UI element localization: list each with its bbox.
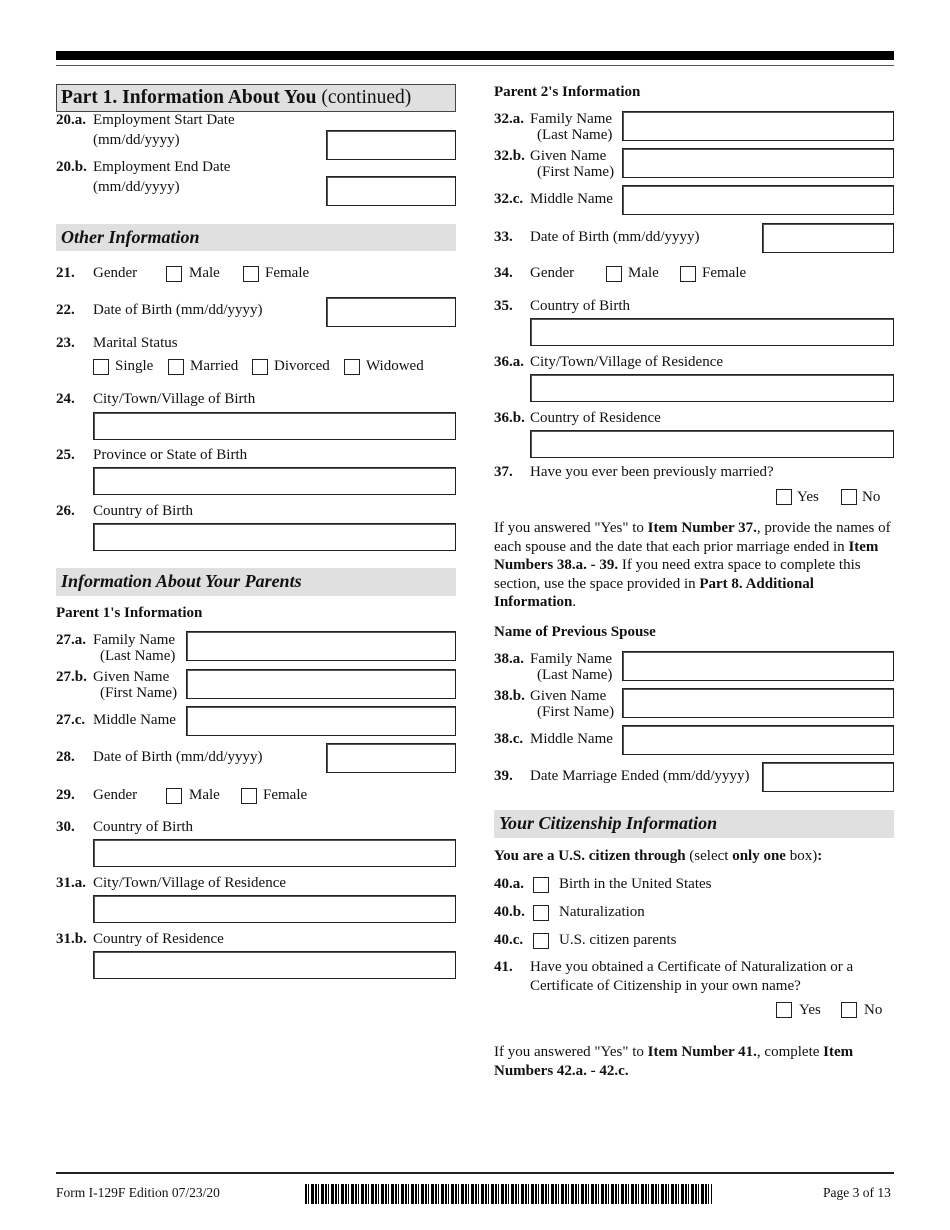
q38b-num: 38.b. (494, 688, 525, 704)
parent2-male-checkbox[interactable] (606, 266, 622, 282)
q25-num: 25. (56, 447, 75, 463)
q35-label: Country of Birth (530, 298, 630, 314)
q36a-num: 36.a. (494, 354, 524, 370)
parent2-middle-name-input[interactable] (622, 185, 894, 215)
q21-num: 21. (56, 265, 75, 281)
parents-information-header: Information About Your Parents (56, 568, 456, 596)
q20a-sub: (mm/dd/yyyy) (93, 132, 180, 148)
spouse-family-name-input[interactable] (622, 651, 894, 681)
single-label: Single (115, 358, 154, 374)
q40a-label: Birth in the United States (559, 876, 712, 892)
q36a-label: City/Town/Village of Residence (530, 354, 724, 370)
citizenship-header: Your Citizenship Information (494, 810, 894, 838)
province-of-birth-input[interactable] (93, 467, 456, 495)
spouse-given-name-input[interactable] (622, 688, 894, 718)
parent1-male-label: Male (189, 787, 220, 803)
q38a-num: 38.a. (494, 651, 524, 667)
q32c-num: 32.c. (494, 191, 524, 207)
married-label: Married (190, 358, 239, 374)
q31a-label: City/Town/Village of Residence (93, 875, 287, 891)
citizen-prompt (494, 848, 822, 864)
q27c-num: 27.c. (56, 712, 86, 728)
q32a-num: 32.a. (494, 111, 524, 127)
b: : (817, 848, 823, 864)
q38c-label: Middle Name (530, 731, 613, 747)
previous-spouse-heading: Name of Previous Spouse (494, 624, 656, 640)
q32a-label: Family Name (530, 111, 613, 127)
q31b-num: 31.b. (56, 931, 87, 947)
q27c-label: Middle Name (93, 712, 176, 728)
q20a-label: Employment Start Date (93, 112, 235, 128)
q41-num: 41. (494, 959, 513, 975)
parent1-female-label: Female (263, 787, 308, 803)
q21-label: Gender (93, 265, 138, 281)
married-checkbox[interactable] (168, 359, 184, 375)
citizen-parents-checkbox[interactable] (533, 933, 549, 949)
employment-end-date-input[interactable] (326, 176, 456, 206)
footer-page-number: Page 3 of 13 (823, 1185, 891, 1200)
previously-married-no-label: No (862, 489, 881, 505)
q32b-sub: (First Name) (537, 164, 615, 180)
marriage-ended-date-input[interactable] (762, 762, 894, 792)
top-thin-rule (56, 65, 894, 66)
q27a-label: Family Name (93, 632, 176, 648)
birth-in-us-checkbox[interactable] (533, 877, 549, 893)
part-suffix: (continued) (316, 87, 412, 108)
t: If you answered "Yes" to (494, 520, 648, 536)
b: Item Number 41. (647, 1044, 757, 1060)
parent1-female-checkbox[interactable] (241, 788, 257, 804)
parent1-given-name-input[interactable] (186, 669, 456, 699)
country-of-birth-input[interactable] (93, 523, 456, 551)
q37-label: Have you ever been previously married? (530, 464, 774, 480)
parent2-city-residence-input[interactable] (530, 374, 894, 402)
q28-num: 28. (56, 749, 75, 765)
parent2-dob-input[interactable] (762, 223, 894, 253)
gender-female-checkbox[interactable] (243, 266, 259, 282)
widowed-checkbox[interactable] (344, 359, 360, 375)
q40c-num: 40.c. (494, 932, 524, 948)
q38c-num: 38.c. (494, 731, 524, 747)
parent2-family-name-input[interactable] (622, 111, 894, 141)
certificate-no-label: No (864, 1002, 883, 1018)
divorced-label: Divorced (274, 358, 330, 374)
part1-header (56, 84, 456, 112)
q31b-label: Country of Residence (93, 931, 224, 947)
other-information-header: Other Information (56, 224, 456, 251)
q20a-num: 20.a. (56, 112, 86, 128)
t: (select (685, 848, 733, 864)
certificate-no-checkbox[interactable] (841, 1002, 857, 1018)
single-checkbox[interactable] (93, 359, 109, 375)
q32b-num: 32.b. (494, 148, 525, 164)
divorced-checkbox[interactable] (252, 359, 268, 375)
parent1-country-of-birth-input[interactable] (93, 839, 456, 867)
spouse-middle-name-input[interactable] (622, 725, 894, 755)
b: only one (732, 848, 786, 864)
q23-num: 23. (56, 335, 75, 351)
q38a-label: Family Name (530, 651, 613, 667)
employment-start-date-input[interactable] (326, 130, 456, 160)
q41-label: Have you obtained a Certificate of Naturalization or a (530, 959, 854, 975)
b: Part 8. Additional Information (494, 575, 814, 611)
q36b-label: Country of Residence (530, 410, 661, 426)
q25-label: Province or State of Birth (93, 447, 248, 463)
b: Item Numbers 38.a. - 39. (494, 538, 879, 574)
certificate-yes-label: Yes (799, 1002, 821, 1018)
b: Item Numbers 42.a. - 42.c. (494, 1044, 854, 1079)
q30-num: 30. (56, 819, 75, 835)
t: . (572, 594, 577, 611)
t: box) (785, 848, 818, 864)
b: Item Number 37. (647, 520, 757, 536)
q27b-num: 27.b. (56, 669, 87, 685)
parent2-given-name-input[interactable] (622, 148, 894, 178)
q38a-sub: (Last Name) (537, 667, 613, 683)
q40a-num: 40.a. (494, 876, 524, 892)
top-thick-rule (56, 51, 894, 60)
q38b-label: Given Name (530, 688, 607, 704)
parent2-country-residence-input[interactable] (530, 430, 894, 458)
q22-label: Date of Birth (mm/dd/yyyy) (93, 302, 263, 318)
parent1-dob-input[interactable] (326, 743, 456, 773)
gender-male-label: Male (189, 265, 220, 281)
t: If you need extra space to complete this section, use the space provided in (494, 557, 861, 592)
q28-label: Date of Birth (mm/dd/yyyy) (93, 749, 263, 765)
widowed-label: Widowed (366, 358, 424, 374)
q20b-sub: (mm/dd/yyyy) (93, 179, 180, 195)
q40b-num: 40.b. (494, 904, 525, 920)
date-of-birth-input[interactable] (326, 297, 456, 327)
certificate-yes-checkbox[interactable] (776, 1002, 792, 1018)
q26-num: 26. (56, 503, 75, 519)
q32b-label: Given Name (530, 148, 607, 164)
q31a-num: 31.a. (56, 875, 86, 891)
city-of-birth-input[interactable] (93, 412, 456, 440)
q32c-label: Middle Name (530, 191, 613, 207)
b: You are a U.S. citizen through (494, 848, 686, 864)
part-title: Part 1. Information About You (61, 87, 317, 108)
q39-num: 39. (494, 768, 513, 784)
parent1-middle-name-input[interactable] (186, 706, 456, 736)
q27a-num: 27.a. (56, 632, 86, 648)
q22-num: 22. (56, 302, 75, 318)
item37-instructions (494, 519, 896, 612)
q20b-label: Employment End Date (93, 159, 231, 175)
q24-label: City/Town/Village of Birth (93, 391, 256, 407)
t: , complete (756, 1044, 824, 1060)
q34-label: Gender (530, 265, 575, 281)
q34-num: 34. (494, 265, 513, 281)
parent1-city-residence-input[interactable] (93, 895, 456, 923)
parent1-family-name-input[interactable] (186, 631, 456, 661)
q41-label2: Certificate of Citizenship in your own name? (530, 978, 801, 994)
parent2-male-label: Male (628, 265, 659, 281)
q27b-label: Given Name (93, 669, 170, 685)
naturalization-checkbox[interactable] (533, 905, 549, 921)
barcode-image (305, 1184, 712, 1204)
q33-num: 33. (494, 229, 513, 245)
q23-label: Marital Status (93, 335, 178, 351)
gender-female-label: Female (265, 265, 310, 281)
footer-rule (56, 1172, 894, 1174)
parent1-country-residence-input[interactable] (93, 951, 456, 979)
parent2-country-of-birth-input[interactable] (530, 318, 894, 346)
q35-num: 35. (494, 298, 513, 314)
q27b-sub: (First Name) (100, 685, 178, 701)
item41-instructions (494, 1043, 894, 1080)
parent2-heading: Parent 2's Information (494, 84, 641, 100)
q20b-num: 20.b. (56, 159, 87, 175)
t: , provide the names of each spouse and the date that each prior marriage ended in (494, 520, 891, 555)
q30-label: Country of Birth (93, 819, 193, 835)
previously-married-yes-checkbox[interactable] (776, 489, 792, 505)
footer-form-edition: Form I-129F Edition 07/23/20 (56, 1185, 220, 1200)
parent2-female-checkbox[interactable] (680, 266, 696, 282)
q24-num: 24. (56, 391, 75, 407)
q26-label: Country of Birth (93, 503, 193, 519)
q29-label: Gender (93, 787, 138, 803)
q40c-label: U.S. citizen parents (559, 932, 677, 948)
q38b-sub: (First Name) (537, 704, 615, 720)
parent2-female-label: Female (702, 265, 747, 281)
q39-label: Date Marriage Ended (mm/dd/yyyy) (530, 768, 750, 784)
parent1-heading: Parent 1's Information (56, 605, 203, 621)
q36b-num: 36.b. (494, 410, 525, 426)
q29-num: 29. (56, 787, 75, 803)
parent1-male-checkbox[interactable] (166, 788, 182, 804)
previously-married-yes-label: Yes (797, 489, 819, 505)
q32a-sub: (Last Name) (537, 127, 613, 143)
t: If you answered "Yes" to (494, 1044, 648, 1060)
q33-label: Date of Birth (mm/dd/yyyy) (530, 229, 700, 245)
previously-married-no-checkbox[interactable] (841, 489, 857, 505)
q27a-sub: (Last Name) (100, 648, 176, 664)
gender-male-checkbox[interactable] (166, 266, 182, 282)
q37-num: 37. (494, 464, 513, 480)
q40b-label: Naturalization (559, 904, 645, 920)
